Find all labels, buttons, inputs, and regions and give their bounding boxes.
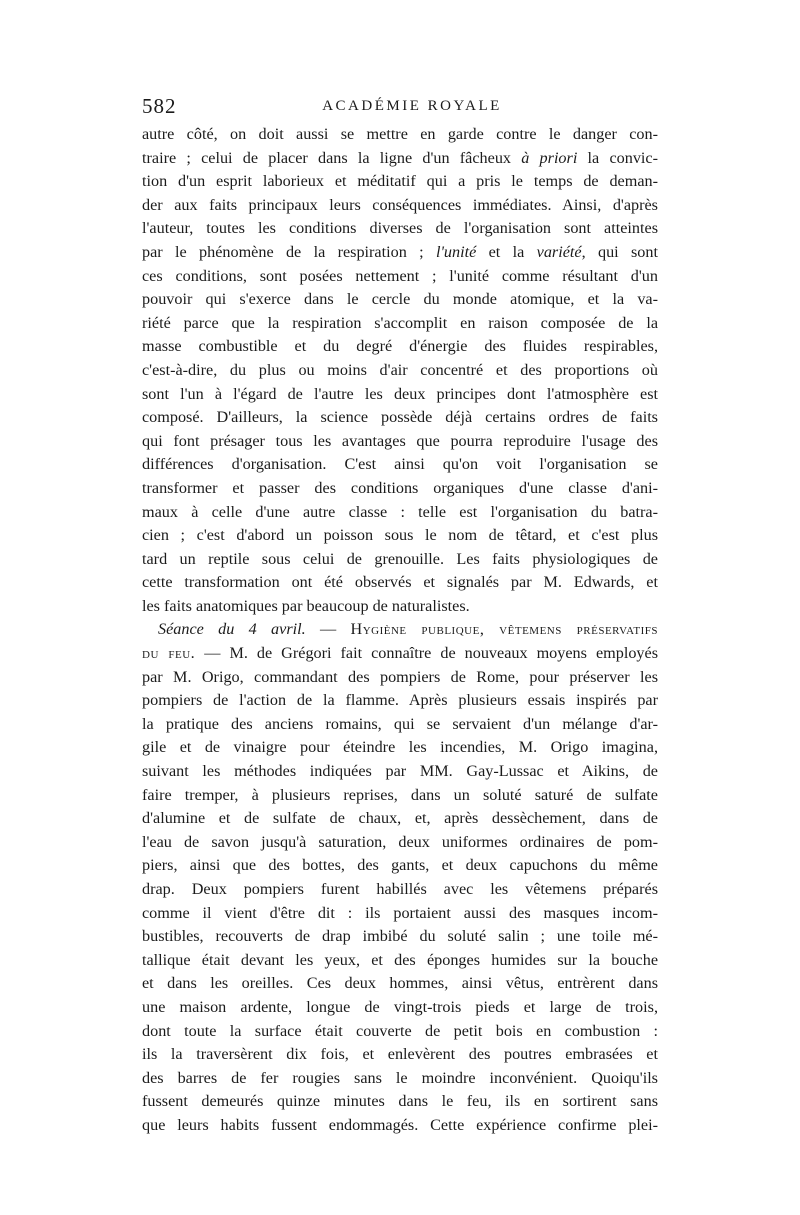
section-heading-continued: du feu.	[142, 644, 196, 663]
seance-date: Séance du 4 avril.	[158, 620, 306, 639]
text-fragment: la convic-	[577, 148, 658, 167]
text-line: piers, ainsi que des bottes, des gants, et deux capuchons du même	[142, 856, 658, 875]
running-head	[142, 94, 662, 124]
text-line: gile et de vinaigre pour éteindre les incendies, M. Origo imagina,	[142, 738, 658, 757]
text-fragment: , qui sont	[581, 242, 658, 261]
emphasis-variete: variété	[536, 242, 582, 261]
text-line: c'est-à-dire, du plus ou moins d'air concentré et des proportions où	[142, 360, 658, 379]
text-line: tallique était devant les yeux, et des éponges humides sur la bouche	[142, 950, 658, 969]
text-line: cien ; c'est d'abord un poisson sous le nom de têtard, et c'est plus	[142, 526, 658, 545]
text-line: drap. Deux pompiers furent habillés avec les vêtemens préparés	[142, 880, 658, 898]
text-line: pouvoir qui s'exerce dans le cercle du monde atomique, et la va-	[142, 290, 658, 309]
text-line	[142, 241, 658, 265]
text-line: fussent demeurés quinze minutes dans le feu, ils en sortirent sans	[142, 1092, 658, 1111]
seance-dash: —	[305, 620, 351, 639]
text-line: l'eau de savon jusqu'à saturation, deux uniformes ordinaires de pom-	[142, 832, 658, 851]
emphasis-unite: l'unité	[435, 242, 477, 261]
page-number: 582	[142, 94, 177, 118]
text-line: d'alumine et de sulfate de chaux, et, après dessèchement, dans de	[142, 809, 658, 828]
text-line: faire tremper, à plusieurs reprises, dans un soluté saturé de sulfate	[142, 785, 658, 804]
text-line: tard un reptile sous celui de grenouille. Les faits physiologiques de	[142, 549, 658, 568]
emphasis-a-priori: à priori	[521, 148, 578, 167]
text-line: suivant les méthodes indiquées par MM. Gay-Lussac et Aikins, de	[142, 762, 658, 781]
text-line: ils la traversèrent dix fois, et enlevèrent des poutres embrasées et	[142, 1045, 658, 1064]
text-fragment: par le phénomène de la respiration ;	[142, 242, 436, 261]
running-title: ACADÉMIE ROYALE	[322, 98, 502, 114]
text-line: maux à celle d'une autre classe : telle est l'organisation du batra-	[142, 502, 658, 521]
text-line: une maison ardente, longue de vingt-trois pieds et large de trois,	[142, 997, 658, 1016]
text-line: pompiers de l'action de la flamme. Après plusieurs essais inspirés par	[142, 691, 658, 710]
text-line: qui font présager tous les avantages que pourra reproduire l'usage des	[142, 431, 658, 450]
text-line: différences d'organisation. C'est ainsi qu'on voit l'organisation se	[142, 455, 658, 474]
text-fragment: — M. de Grégori fait connaître de nouveaux moyens employés	[195, 644, 658, 663]
text-line: der aux faits principaux leurs conséquences immédiates. Ainsi, d'après	[142, 195, 658, 214]
text-line: que leurs habits fussent endommagés. Cette expérience confirme plei-	[142, 1115, 658, 1134]
text-line: masse combustible et du degré d'énergie des fluides respirables,	[142, 337, 658, 356]
text-line: riété parce que la respiration s'accomplit en raison composée de la	[142, 313, 658, 332]
text-line: ces conditions, sont posées nettement ; l'unité comme résultant d'un	[142, 266, 658, 285]
text-line: des barres de fer rougies sans le moindre inconvénient. Quoiqu'ils	[142, 1068, 658, 1087]
text-line: l'auteur, toutes les conditions diverses de l'organisation sont atteintes	[142, 219, 658, 238]
text-line: et dans les oreilles. Ces deux hommes, ainsi vêtus, entrèrent dans	[142, 974, 658, 993]
text-line: transformer et passer des conditions organiques d'une classe d'ani-	[142, 478, 658, 497]
text-line: bustibles, recouverts de drap imbibé du soluté salin ; une toile mé-	[142, 927, 658, 946]
text-line: sont l'un à l'égard de l'autre les deux principes dont l'atmosphère est	[142, 384, 658, 403]
text-fragment: et la	[476, 242, 537, 261]
text-line: autre côté, on doit aussi se mettre en garde contre le danger con-	[142, 125, 658, 143]
text-line: comme il vient d'être dit : ils portaient aussi des masques incom-	[142, 903, 658, 922]
seance-heading-line	[142, 618, 658, 642]
body-text	[142, 123, 658, 1138]
text-line: les faits anatomiques par beaucoup de naturalistes.	[142, 596, 470, 615]
text-line: composé. D'ailleurs, la science possède déjà certains ordres de faits	[142, 408, 658, 427]
text-fragment: traire ; celui de placer dans la ligne d'un fâcheux	[142, 148, 522, 167]
text-line	[142, 642, 658, 666]
text-line: par M. Origo, commandant des pompiers de Rome, pour préserver les	[142, 667, 658, 686]
text-line: dont toute la surface était couverte de petit bois en combustion :	[142, 1021, 658, 1040]
section-heading: Hygiène publique, vêtemens préservatifs	[350, 620, 658, 639]
text-line: cette transformation ont été observés et signalés par M. Edwards, et	[142, 573, 658, 592]
text-line: la pratique des anciens romains, qui se servaient d'un mélange d'ar-	[142, 714, 658, 733]
text-line	[142, 147, 658, 171]
text-line: tion d'un esprit laborieux et méditatif qui a pris le temps de deman-	[142, 172, 658, 191]
